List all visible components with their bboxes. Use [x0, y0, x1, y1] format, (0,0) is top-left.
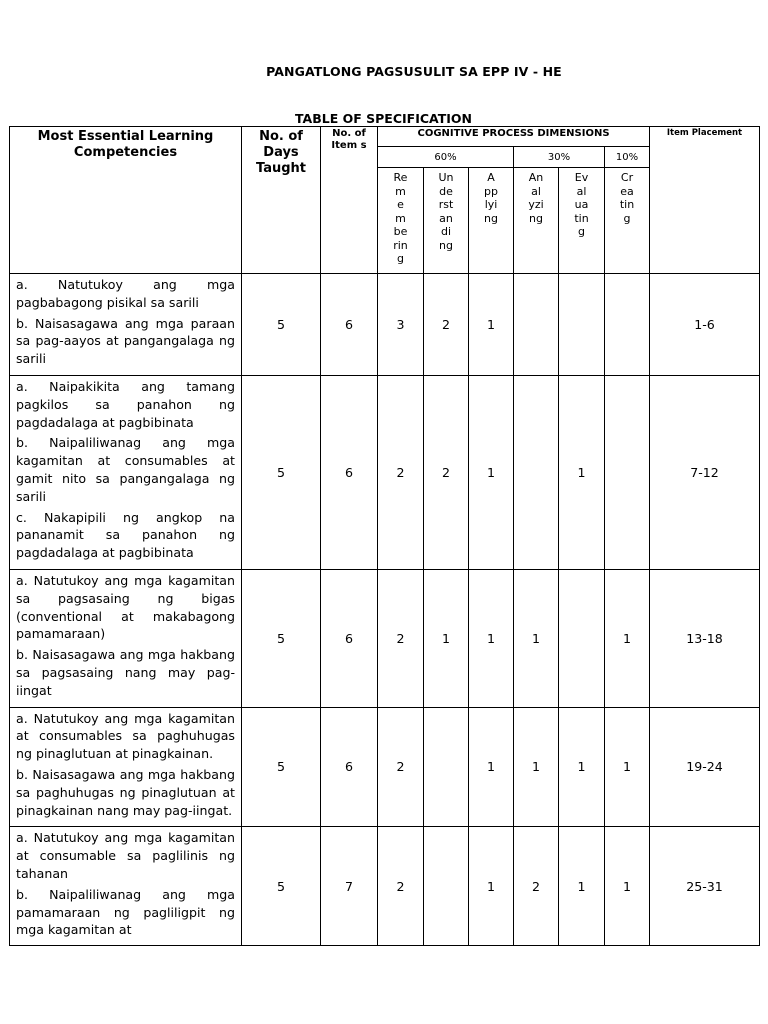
items-cell: 6: [321, 707, 378, 827]
header-items: No. of Item s: [321, 127, 378, 274]
analyzing-cell: 1: [514, 569, 559, 707]
competency-text: b. Naisasagawa ang mga hakbang sa pagsasaing nang may pag-iingat: [16, 647, 235, 698]
header-creating-part: ea: [620, 184, 634, 198]
page-title: PANGATLONG PAGSUSULIT SA EPP IV - HE: [266, 64, 562, 79]
header-competencies: Most Essential Learning Competencies: [10, 127, 242, 274]
header-creating-part: tin: [619, 198, 635, 211]
header-understanding-part: ng: [439, 238, 453, 252]
placement-cell: 1-6: [650, 274, 760, 376]
header-remembering-part: m: [395, 184, 406, 198]
header-evaluating-part: g: [578, 225, 585, 238]
header-remembering-part: Re: [393, 171, 408, 184]
header-remembering-part: g: [397, 252, 404, 265]
understanding-cell: 2: [424, 274, 469, 376]
competency-text: a. Natutukoy ang mga kagamitan at consumables sa paghuhugas ng pinaglutuan at pinagkainan.: [16, 710, 235, 762]
remembering-cell: 2: [378, 375, 424, 569]
table-row: [10, 274, 760, 376]
competency-cell: [10, 707, 242, 827]
header-analyzing-part: An: [528, 171, 544, 184]
header-evaluating-part: al: [576, 184, 587, 198]
table-row: [10, 827, 760, 946]
evaluating-cell: [559, 274, 605, 376]
applying-cell: 1: [469, 274, 514, 376]
evaluating-cell: 1: [559, 707, 605, 827]
understanding-cell: 1: [424, 569, 469, 707]
creating-cell: 1: [605, 827, 650, 946]
header-analyzing: [514, 168, 559, 274]
competency-text: b. Naisasagawa ang mga paraan sa pag-aayos at pangangalaga ng sarili: [16, 315, 235, 367]
days-cell: 5: [242, 707, 321, 827]
creating-cell: 1: [605, 569, 650, 707]
days-cell: 5: [242, 827, 321, 946]
header-analyzing-part: yzi: [528, 198, 544, 211]
remembering-cell: 2: [378, 707, 424, 827]
items-cell: 6: [321, 375, 378, 569]
header-evaluating-part: Ev: [574, 171, 589, 184]
applying-cell: 1: [469, 569, 514, 707]
header-understanding-part: an: [439, 211, 453, 225]
header-evaluating-part: ua: [574, 198, 589, 211]
header-remembering-part: be: [393, 225, 408, 238]
header-understanding-part: di: [440, 225, 452, 238]
header-item-placement: Item Placement: [650, 127, 760, 274]
header-analyzing-part: al: [531, 184, 541, 198]
placement-cell: 19-24: [650, 707, 760, 827]
evaluating-cell: 1: [559, 375, 605, 569]
header-evaluating-part: tin: [574, 211, 589, 225]
header-understanding-part: rst: [438, 198, 454, 211]
competency-text: b. Naipaliliwanag ang mga pamamaraan ng pagliligpit ng mga kagamitan at: [16, 886, 235, 938]
header-understanding: [424, 168, 469, 274]
items-cell: 7: [321, 827, 378, 946]
creating-cell: [605, 375, 650, 569]
header-applying-part: lyi: [484, 198, 498, 211]
competency-text: a. Natutukoy ang mga kagamitan at consumable sa paglilinis ng tahanan: [16, 830, 235, 881]
header-applying-part: pp: [484, 184, 498, 198]
header-remembering-part: e: [397, 198, 404, 211]
applying-cell: 1: [469, 375, 514, 569]
header-evaluating: [559, 168, 605, 274]
evaluating-cell: 1: [559, 827, 605, 946]
days-cell: 5: [242, 375, 321, 569]
analyzing-cell: 1: [514, 707, 559, 827]
analyzing-cell: [514, 375, 559, 569]
competency-text: c. Nakapipili ng angkop na pananamit sa panahon ng pagdadalaga at pagbibinata: [16, 509, 235, 561]
specification-table: [9, 126, 760, 946]
header-remembering: [378, 168, 424, 274]
header-60-percent: 60%: [378, 147, 514, 168]
table-row: [10, 375, 760, 569]
header-creating-part: g: [623, 211, 631, 225]
items-cell: 6: [321, 274, 378, 376]
header-remembering-part: rin: [393, 238, 408, 252]
remembering-cell: 2: [378, 827, 424, 946]
placement-cell: 7-12: [650, 375, 760, 569]
analyzing-cell: [514, 274, 559, 376]
items-cell: 6: [321, 569, 378, 707]
days-cell: 5: [242, 569, 321, 707]
header-applying-part: ng: [484, 211, 498, 225]
days-cell: 5: [242, 274, 321, 376]
remembering-cell: 3: [378, 274, 424, 376]
applying-cell: 1: [469, 827, 514, 946]
placement-cell: 13-18: [650, 569, 760, 707]
header-applying: [469, 168, 514, 274]
table-row: [10, 707, 760, 827]
evaluating-cell: [559, 569, 605, 707]
table-caption: TABLE OF SPECIFICATION: [295, 111, 472, 126]
competency-text: a. Natutukoy ang mga pagbabagong pisikal sa sarili: [16, 277, 235, 310]
header-analyzing-part: ng: [529, 211, 543, 225]
header-understanding-part: de: [439, 184, 453, 198]
creating-cell: 1: [605, 707, 650, 827]
understanding-cell: [424, 827, 469, 946]
header-creating-part: Cr: [620, 171, 634, 184]
header-days: No. of Days Taught: [242, 127, 321, 274]
competency-text: a. Naipakikita ang tamang pagkilos sa panahon ng pagdadalaga at pagbibinata: [16, 378, 235, 430]
header-applying-part: A: [487, 171, 495, 184]
competency-text: b. Naisasagawa ang mga hakbang sa paghuhugas ng pinaglutuan at pinagkainan nang may pag-iingat.: [16, 766, 235, 818]
header-30-percent: 30%: [514, 147, 605, 168]
competency-cell: [10, 274, 242, 376]
analyzing-cell: 2: [514, 827, 559, 946]
competency-text: a. Natutukoy ang mga kagamitan sa pagsasaing ng bigas (conventional at makabagong pamamaraan): [16, 572, 235, 642]
competency-cell: [10, 375, 242, 569]
placement-cell: 25-31: [650, 827, 760, 946]
understanding-cell: 2: [424, 375, 469, 569]
header-creating: [605, 168, 650, 274]
remembering-cell: 2: [378, 569, 424, 707]
header-10-percent: 10%: [605, 147, 650, 168]
competency-cell: [10, 569, 242, 707]
applying-cell: 1: [469, 707, 514, 827]
table-row: [10, 569, 760, 707]
creating-cell: [605, 274, 650, 376]
header-cognitive-dimensions: COGNITIVE PROCESS DIMENSIONS: [378, 127, 650, 147]
header-remembering-part: m: [395, 211, 406, 225]
header-understanding-part: Un: [438, 171, 454, 184]
understanding-cell: [424, 707, 469, 827]
competency-cell: [10, 827, 242, 946]
competency-text: b. Naipaliliwanag ang mga kagamitan at consumables at gamit nito sa pangangalaga ng sarili: [16, 435, 235, 504]
